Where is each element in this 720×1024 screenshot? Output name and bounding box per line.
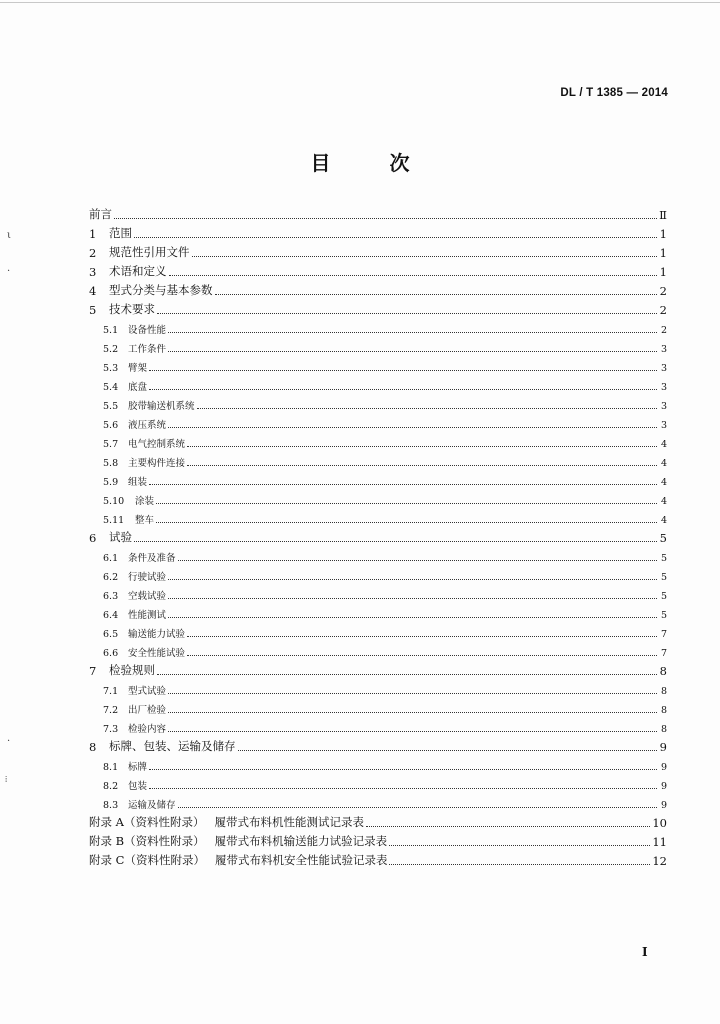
toc-entry-title: 性能测试: [128, 610, 167, 621]
toc-entry-number: 7.2: [103, 705, 119, 716]
page-title: 目 次: [310, 151, 436, 175]
toc-entry[interactable]: [89, 735, 667, 754]
dot-leader: [134, 541, 657, 542]
toc-entry-page: 12: [652, 854, 667, 868]
toc-entry-page: 3: [660, 344, 667, 355]
toc-entry-number: 6.4: [103, 610, 119, 621]
dot-leader: [168, 598, 657, 599]
toc-entry-title: 电气控制系统: [128, 439, 186, 450]
toc-entry[interactable]: [89, 222, 667, 241]
toc-entry[interactable]: [89, 317, 667, 336]
toc-entry[interactable]: [89, 298, 667, 317]
toc-entry-title: 涂装: [135, 496, 155, 507]
toc-entry-title: 工作条件: [128, 344, 167, 355]
toc-entry-page: 3: [660, 363, 667, 374]
scan-mark: ⁞: [5, 775, 8, 784]
toc-entry-number: 7.3: [103, 724, 119, 735]
toc-entry-page: 7: [660, 648, 667, 659]
toc-entry-title: 技术要求: [109, 302, 155, 316]
dot-leader: [389, 845, 650, 846]
toc-entry-number: 5.10: [103, 496, 125, 507]
toc-entry-page: 4: [660, 477, 667, 488]
toc-entry-page: 5: [660, 610, 667, 621]
toc-entry-page: 9: [659, 740, 667, 754]
toc-entry-number: 6: [89, 531, 97, 545]
toc-entry-title: 主要构件连接: [128, 458, 186, 469]
toc-entry-page: 10: [652, 816, 667, 830]
toc-entry-title: 术语和定义: [109, 264, 167, 278]
toc-entry[interactable]: [89, 640, 667, 659]
toc-entry[interactable]: [89, 830, 667, 849]
toc-entry-title: 液压系统: [128, 420, 167, 431]
toc-entry[interactable]: [89, 374, 667, 393]
dot-leader: [157, 313, 657, 314]
toc-entry-page: 5: [660, 572, 667, 583]
toc-entry-number: 2: [89, 246, 97, 260]
dot-leader: [114, 218, 657, 219]
toc-entry-page: 2: [659, 284, 667, 298]
toc-entry-page: 9: [660, 781, 667, 792]
toc-entry-number: 5.2: [103, 344, 119, 355]
dot-leader: [168, 617, 657, 618]
toc-entry-page: 1: [659, 265, 667, 279]
toc-entry[interactable]: [89, 792, 667, 811]
toc-entry-number: 7.1: [103, 686, 119, 697]
toc-entry[interactable]: [89, 203, 667, 222]
toc-entry-title: 运输及储存: [128, 800, 176, 811]
toc-entry[interactable]: [89, 583, 667, 602]
dot-leader: [187, 636, 657, 637]
toc-entry[interactable]: [89, 811, 667, 830]
toc-entry-number: 1: [89, 227, 97, 241]
toc-entry-title: 臂架: [128, 363, 148, 374]
toc-entry-number: 8.2: [103, 781, 119, 792]
scan-mark: ·: [7, 266, 11, 277]
toc-entry-number: 5.3: [103, 363, 119, 374]
dot-leader: [149, 370, 657, 371]
toc-appendix-label: 附录 A（资料性附录）: [89, 815, 205, 829]
toc-entry-page: 8: [660, 686, 667, 697]
toc-entry-title: 包装: [128, 781, 148, 792]
dot-leader: [197, 408, 657, 409]
toc-entry-title: 范围: [109, 226, 132, 240]
toc-entry-page: 4: [660, 458, 667, 469]
toc-entry-title: 检验规则: [109, 663, 155, 677]
dot-leader: [389, 864, 650, 865]
toc-entry-title: 设备性能: [128, 325, 167, 336]
toc-entry[interactable]: [89, 260, 667, 279]
dot-leader: [149, 788, 657, 789]
toc-entry-page: 8: [660, 724, 667, 735]
toc-entry[interactable]: [89, 602, 667, 621]
scan-mark: ι: [7, 230, 11, 241]
toc-entry-page: 4: [660, 439, 667, 450]
top-rule: [0, 2, 720, 3]
toc-entry-page: 9: [660, 762, 667, 773]
toc-entry[interactable]: [89, 469, 667, 488]
dot-leader: [168, 351, 657, 352]
toc-entry-page: 9: [660, 800, 667, 811]
toc-entry-number: 5.9: [103, 477, 119, 488]
toc-entry[interactable]: [89, 393, 667, 412]
toc-entry-page: 4: [660, 496, 667, 507]
toc-entry[interactable]: [89, 241, 667, 260]
dot-leader: [168, 579, 657, 580]
toc-entry[interactable]: [89, 659, 667, 678]
dot-leader: [169, 275, 658, 276]
toc-entry[interactable]: [89, 773, 667, 792]
toc-entry[interactable]: [89, 716, 667, 735]
toc-entry-page: 3: [660, 401, 667, 412]
toc-entry-page: Ⅱ: [659, 208, 667, 222]
dot-leader: [366, 826, 650, 827]
toc-entry-title: 出厂检验: [128, 705, 167, 716]
toc-entry-number: 5.4: [103, 382, 119, 393]
toc-entry[interactable]: [89, 355, 667, 374]
dot-leader: [187, 446, 657, 447]
toc-entry-page: 3: [660, 382, 667, 393]
toc-entry-page: 4: [660, 515, 667, 526]
toc-entry[interactable]: [89, 621, 667, 640]
toc-entry-number: 5.8: [103, 458, 119, 469]
toc-entry-page: 2: [659, 303, 667, 317]
toc-entry[interactable]: [89, 412, 667, 431]
toc-entry-number: 6.3: [103, 591, 119, 602]
toc-entry-page: 8: [659, 664, 667, 678]
toc-entry[interactable]: [89, 564, 667, 583]
toc-entry-page: 5: [659, 531, 667, 545]
toc-entry-title: 试验: [109, 530, 132, 544]
toc-entry-title: 履带式布料机输送能力试验记录表: [214, 834, 388, 848]
toc-entry-title: 型式分类与基本参数: [109, 283, 213, 297]
dot-leader: [134, 237, 657, 238]
toc-entry[interactable]: [89, 507, 667, 526]
toc-entry-number: 8: [89, 740, 97, 754]
toc-entry-title: 胶带输送机系统: [128, 401, 195, 412]
dot-leader: [156, 522, 657, 523]
toc-entry-page: 2: [660, 325, 667, 336]
toc-entry[interactable]: [89, 849, 667, 868]
toc-entry-number: 8.3: [103, 800, 119, 811]
toc-entry[interactable]: [89, 488, 667, 507]
toc-entry-title: 条件及准备: [128, 553, 176, 564]
toc-entry[interactable]: [89, 678, 667, 697]
toc-entry[interactable]: [89, 754, 667, 773]
toc-entry-number: 5.11: [103, 515, 125, 526]
dot-leader: [187, 655, 657, 656]
toc-entry-page: 5: [660, 591, 667, 602]
toc-entry-title: 履带式布料机安全性能试验记录表: [214, 853, 388, 867]
page-number: I: [642, 945, 648, 959]
table-of-contents: [89, 203, 667, 868]
toc-entry-number: 5.5: [103, 401, 119, 412]
toc-entry-page: 8: [660, 705, 667, 716]
toc-entry[interactable]: [89, 526, 667, 545]
toc-entry-title: 底盘: [128, 382, 148, 393]
dot-leader: [168, 332, 657, 333]
toc-entry-title: 规范性引用文件: [109, 245, 190, 259]
dot-leader: [238, 750, 658, 751]
dot-leader: [192, 256, 658, 257]
toc-entry-title: 安全性能试验: [128, 648, 186, 659]
toc-entry[interactable]: [89, 450, 667, 469]
toc-entry-page: 1: [659, 227, 667, 241]
dot-leader: [168, 731, 657, 732]
toc-entry[interactable]: [89, 431, 667, 450]
toc-entry-page: 11: [652, 835, 667, 849]
toc-entry-title: 行驶试验: [128, 572, 167, 583]
toc-entry-number: 5.7: [103, 439, 119, 450]
toc-entry-number: 4: [89, 284, 97, 298]
dot-leader: [168, 712, 657, 713]
toc-entry-number: 5.6: [103, 420, 119, 431]
dot-leader: [149, 484, 657, 485]
toc-entry-title: 整车: [135, 515, 155, 526]
dot-leader: [178, 560, 657, 561]
toc-entry-title: 标牌: [128, 762, 148, 773]
dot-leader: [157, 674, 657, 675]
toc-entry-title: 输送能力试验: [128, 629, 186, 640]
toc-entry-title: 标牌、包装、运输及储存: [109, 739, 236, 753]
toc-entry-page: 7: [660, 629, 667, 640]
toc-entry-page: 1: [659, 246, 667, 260]
toc-entry-title: 前言: [89, 207, 112, 221]
toc-entry-number: 6.6: [103, 648, 119, 659]
toc-entry-page: 3: [660, 420, 667, 431]
toc-entry-title: 检验内容: [128, 724, 167, 735]
standard-code: DL / T 1385 — 2014: [560, 87, 668, 99]
dot-leader: [215, 294, 658, 295]
toc-entry-number: 6.5: [103, 629, 119, 640]
toc-entry-number: 6.2: [103, 572, 119, 583]
toc-entry[interactable]: [89, 336, 667, 355]
toc-appendix-label: 附录 B（资料性附录）: [89, 834, 205, 848]
toc-entry-title: 组装: [128, 477, 148, 488]
dot-leader: [149, 389, 657, 390]
toc-entry-title: 履带式布料机性能测试记录表: [214, 815, 364, 829]
dot-leader: [178, 807, 657, 808]
dot-leader: [187, 465, 657, 466]
toc-entry-number: 7: [89, 664, 97, 678]
toc-entry[interactable]: [89, 697, 667, 716]
toc-entry[interactable]: [89, 545, 667, 564]
toc-entry-number: 8.1: [103, 762, 119, 773]
toc-entry-title: 空载试验: [128, 591, 167, 602]
toc-entry-number: 5: [89, 303, 97, 317]
toc-entry-number: 5.1: [103, 325, 119, 336]
dot-leader: [156, 503, 657, 504]
toc-entry-number: 3: [89, 265, 97, 279]
toc-entry[interactable]: [89, 279, 667, 298]
toc-entry-page: 5: [660, 553, 667, 564]
toc-appendix-label: 附录 C（资料性附录）: [89, 853, 205, 867]
toc-entry-number: 6.1: [103, 553, 119, 564]
scan-mark: ·: [7, 736, 11, 747]
dot-leader: [149, 769, 657, 770]
dot-leader: [168, 693, 657, 694]
dot-leader: [168, 427, 657, 428]
toc-entry-title: 型式试验: [128, 686, 167, 697]
